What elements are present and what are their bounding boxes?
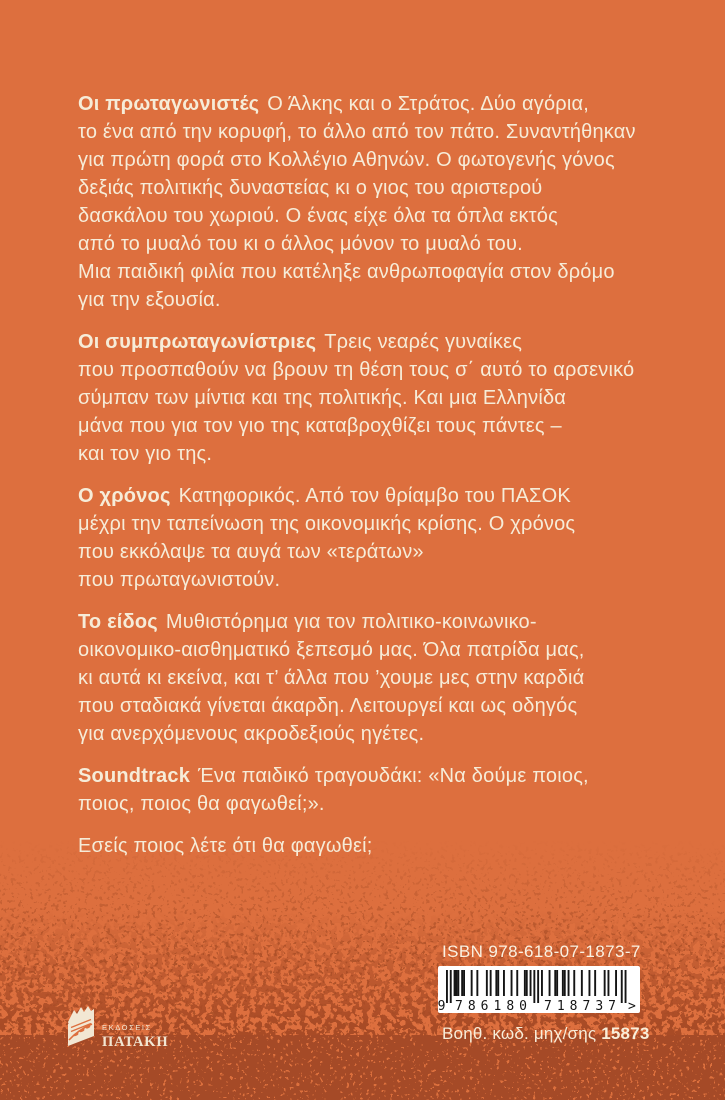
text-line: Ο χρόνος Κατηφορικός. Από τον θρίαμβο του ΠΑΣΟΚ — [78, 485, 571, 507]
barcode-group-1: 786180 — [455, 999, 527, 1013]
machine-code-value: 15873 — [601, 1024, 650, 1043]
publisher-name-bottom: ΠΑΤΑΚΗ — [102, 1034, 169, 1050]
paragraph-label: Οι πρωταγωνιστές — [78, 93, 260, 115]
paragraph — [78, 482, 678, 594]
back-cover-text — [78, 90, 678, 874]
paragraph — [78, 608, 678, 748]
text-line: από το μυαλό του κι ο άλλος μόνον το μυαλό του. — [78, 233, 523, 255]
text-line: που προσπαθούν να βρουν τη θέση τους σ΄ αυτό το αρσενικό — [78, 359, 635, 381]
text-line: οικονομικο-αισθηματικό ξεπεσμό μας. Όλα πατρίδα μας, — [78, 639, 585, 661]
text-line: και τον γιο της. — [78, 443, 213, 465]
paragraph-label: Soundtrack — [78, 765, 191, 787]
text-line: που εκκόλαψε τα αυγά των «τεράτων» — [78, 541, 424, 563]
text-line: μάνα που για τον γιο της καταβροχθίζει τους πάντες – — [78, 415, 562, 437]
text-line: Οι πρωταγωνιστές Ο Άλκης και ο Στράτος. Δύο αγόρια, — [78, 93, 590, 115]
paragraph — [78, 328, 678, 468]
publisher-name-top: ΕΚΔΟΣΕΙΣ — [102, 1023, 152, 1032]
paragraph — [78, 762, 678, 818]
paragraph — [78, 90, 678, 314]
barcode-digit-first: 9 — [438, 999, 446, 1013]
text-line: μέχρι την ταπείνωση της οικονομικής κρίσης. Ο χρόνος — [78, 513, 576, 535]
barcode-end-mark: > — [628, 999, 636, 1013]
text-line: για πρώτη φορά στο Κολλέγιο Αθηνών. Ο φωτογενής γόνος — [78, 149, 615, 171]
text-line: Soundtrack Ένα παιδικό τραγουδάκι: «Να δούμε ποιος, — [78, 765, 589, 787]
publisher-logo — [64, 1004, 174, 1052]
barcode-group-2: 718737 — [544, 999, 616, 1013]
text-line: σύμπαν των μίντια και της πολιτικής. Και μια Ελληνίδα — [78, 387, 567, 409]
paragraph-label: Ο χρόνος — [78, 485, 171, 507]
text-line: Το είδος Μυθιστόρημα για τον πολιτικο-κοινωνικο- — [78, 611, 537, 633]
barcode — [438, 966, 640, 1013]
text-line: το ένα από την κορυφή, το άλλο από τον πάτο. Συναντήθηκαν — [78, 121, 636, 143]
text-line: κι αυτά κι εκείνα, και τ’ άλλα που ’χουμε μες στην καρδιά — [78, 667, 585, 689]
isbn-number: ISBN 978-618-07-1873-7 — [442, 942, 641, 961]
text-line: δεξιάς πολιτικής δυναστείας κι ο γιος του αριστερού — [78, 177, 543, 199]
speckle-texture — [0, 830, 725, 1100]
text-line: ποιος, ποιος θα φαγωθεί;». — [78, 793, 325, 815]
text-line: για την εξουσία. — [78, 289, 221, 311]
machine-code-label: Βοηθ. κωδ. μηχ/σης — [442, 1024, 597, 1043]
text-line: που πρωταγωνιστούν. — [78, 569, 281, 591]
text-line: που σταδιακά γίνεται άκαρδη. Λειτουργεί και ως οδηγός — [78, 695, 578, 717]
book-icon — [68, 1006, 94, 1046]
machine-code — [442, 1024, 649, 1044]
text-line: Μια παιδική φιλία που κατέληξε ανθρωποφαγία στον δρόμο — [78, 261, 615, 283]
text-line: δασκάλου του χωριού. Ο ένας είχε όλα τα όπλα εκτός — [78, 205, 558, 227]
paragraph-label: Το είδος — [78, 611, 158, 633]
text-line: Οι συμπρωταγωνίστριες Τρεις νεαρές γυναίκες — [78, 331, 523, 353]
text-line: για ανερχόμενους ακροδεξιούς ηγέτες. — [78, 723, 425, 745]
paragraph-label: Οι συμπρωταγωνίστριες — [78, 331, 317, 353]
